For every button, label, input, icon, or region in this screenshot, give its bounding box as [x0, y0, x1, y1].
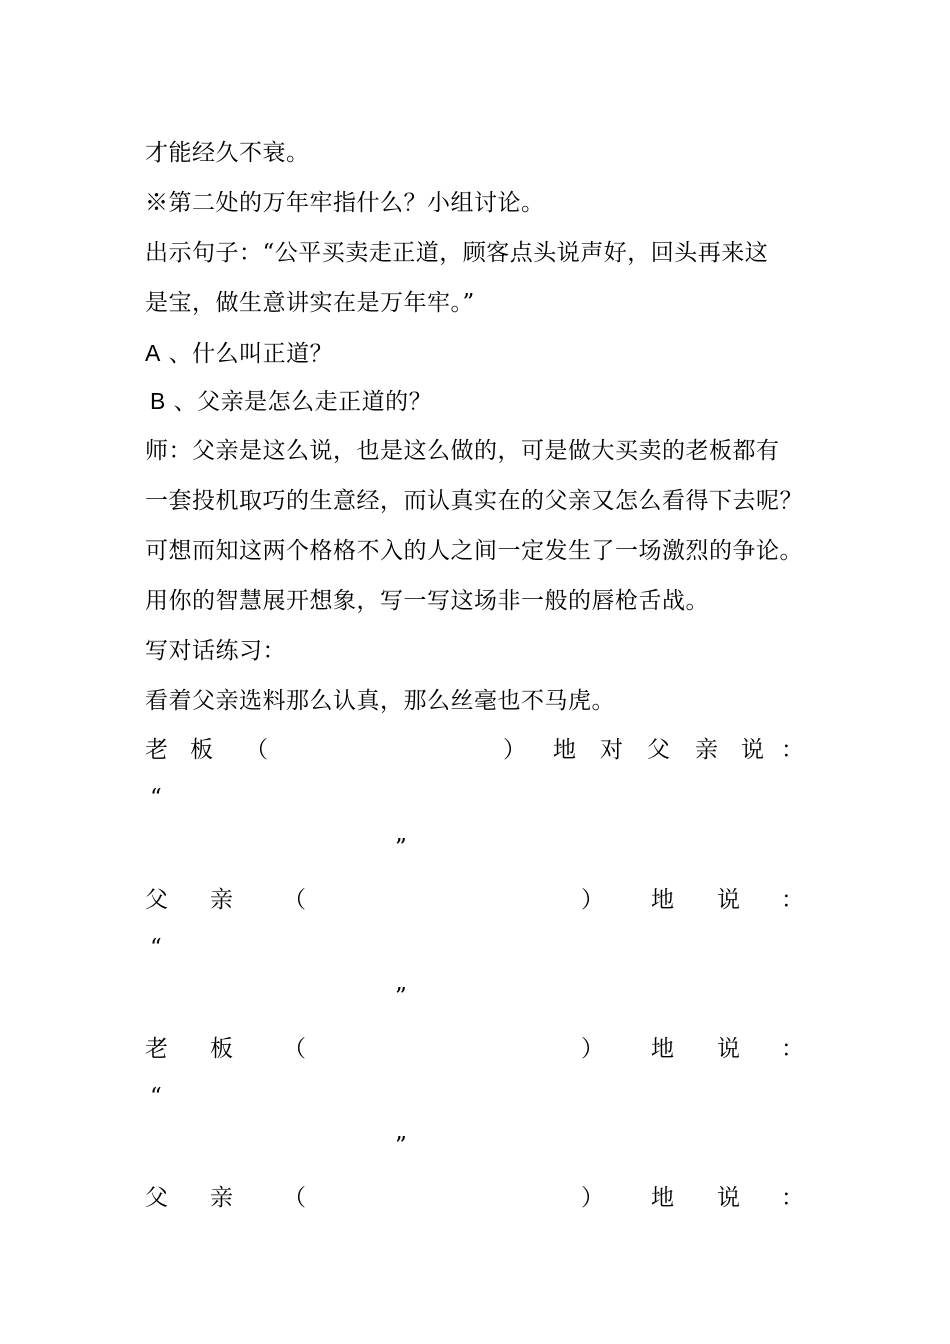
paragraph-line: 才能经久不衰。: [145, 140, 310, 166]
word-char: 地: [651, 1036, 674, 1062]
open-quote: “: [150, 785, 162, 811]
speaker-char: 老: [145, 1036, 168, 1062]
question-b: [150, 386, 432, 417]
open-paren: （: [283, 1036, 306, 1062]
open-quote: “: [150, 935, 162, 961]
paragraph-line: 用你的智慧展开想象，写一写这场非一般的唇枪舌战。: [145, 588, 709, 614]
open-quote: “: [150, 1084, 162, 1110]
question-letter: B: [150, 388, 166, 414]
word-char: 地: [651, 1185, 674, 1211]
word-char: 说: [717, 1185, 740, 1211]
word-char: 说: [717, 887, 740, 913]
paragraph-line: 看着父亲选料那么认真，那么丝毫也不马虎。: [145, 688, 615, 714]
speaker-char: 板: [210, 1036, 233, 1062]
speaker-char: 亲: [210, 1185, 233, 1211]
question-text: 、父亲是怎么走正道的？: [173, 389, 433, 415]
speaker-char: 板: [190, 737, 213, 763]
speaker-char: 父: [145, 887, 168, 913]
word-char: 亲: [695, 737, 718, 763]
open-paren: （: [245, 737, 268, 763]
colon: ：: [781, 1036, 804, 1062]
word-char: 地: [553, 737, 576, 763]
close-quote: ”: [395, 835, 407, 861]
colon: ：: [781, 887, 804, 913]
question-letter: A: [145, 340, 161, 366]
exercise-heading: 写对话练习：: [145, 638, 286, 664]
question-text: 、什么叫正道？: [168, 341, 334, 367]
close-paren: ）: [581, 887, 604, 913]
paragraph-line: 出示句子：“公平买卖走正道，顾客点头说声好，回头再来这: [145, 240, 769, 266]
paragraph-line: 可想而知这两个格格不入的人之间一定发生了一场激烈的争论。: [145, 538, 803, 564]
question-a: [145, 338, 333, 369]
word-char: 说: [717, 1036, 740, 1062]
close-paren: ）: [581, 1185, 604, 1211]
word-char: 对: [600, 737, 623, 763]
paragraph-line: 师：父亲是这么说，也是这么做的，可是做大买卖的老板都有: [145, 438, 780, 464]
speaker-char: 老: [145, 737, 168, 763]
speaker-char: 亲: [210, 887, 233, 913]
word-char: 说: [741, 737, 764, 763]
word-char: 地: [651, 887, 674, 913]
paragraph-line: ※第二处的万年牢指什么？小组讨论。: [145, 190, 545, 216]
paragraph-line: 是宝，做生意讲实在是万年牢。”: [145, 290, 475, 316]
open-paren: （: [283, 887, 306, 913]
open-paren: （: [283, 1185, 306, 1211]
close-paren: ）: [581, 1036, 604, 1062]
close-quote: ”: [395, 1133, 407, 1159]
speaker-char: 父: [145, 1185, 168, 1211]
paragraph-line: 一套投机取巧的生意经，而认真实在的父亲又怎么看得下去呢？: [145, 488, 803, 514]
colon: ：: [781, 1185, 804, 1211]
word-char: 父: [647, 737, 670, 763]
close-paren: ）: [503, 737, 526, 763]
colon: ：: [781, 737, 804, 763]
close-quote: ”: [395, 984, 407, 1010]
